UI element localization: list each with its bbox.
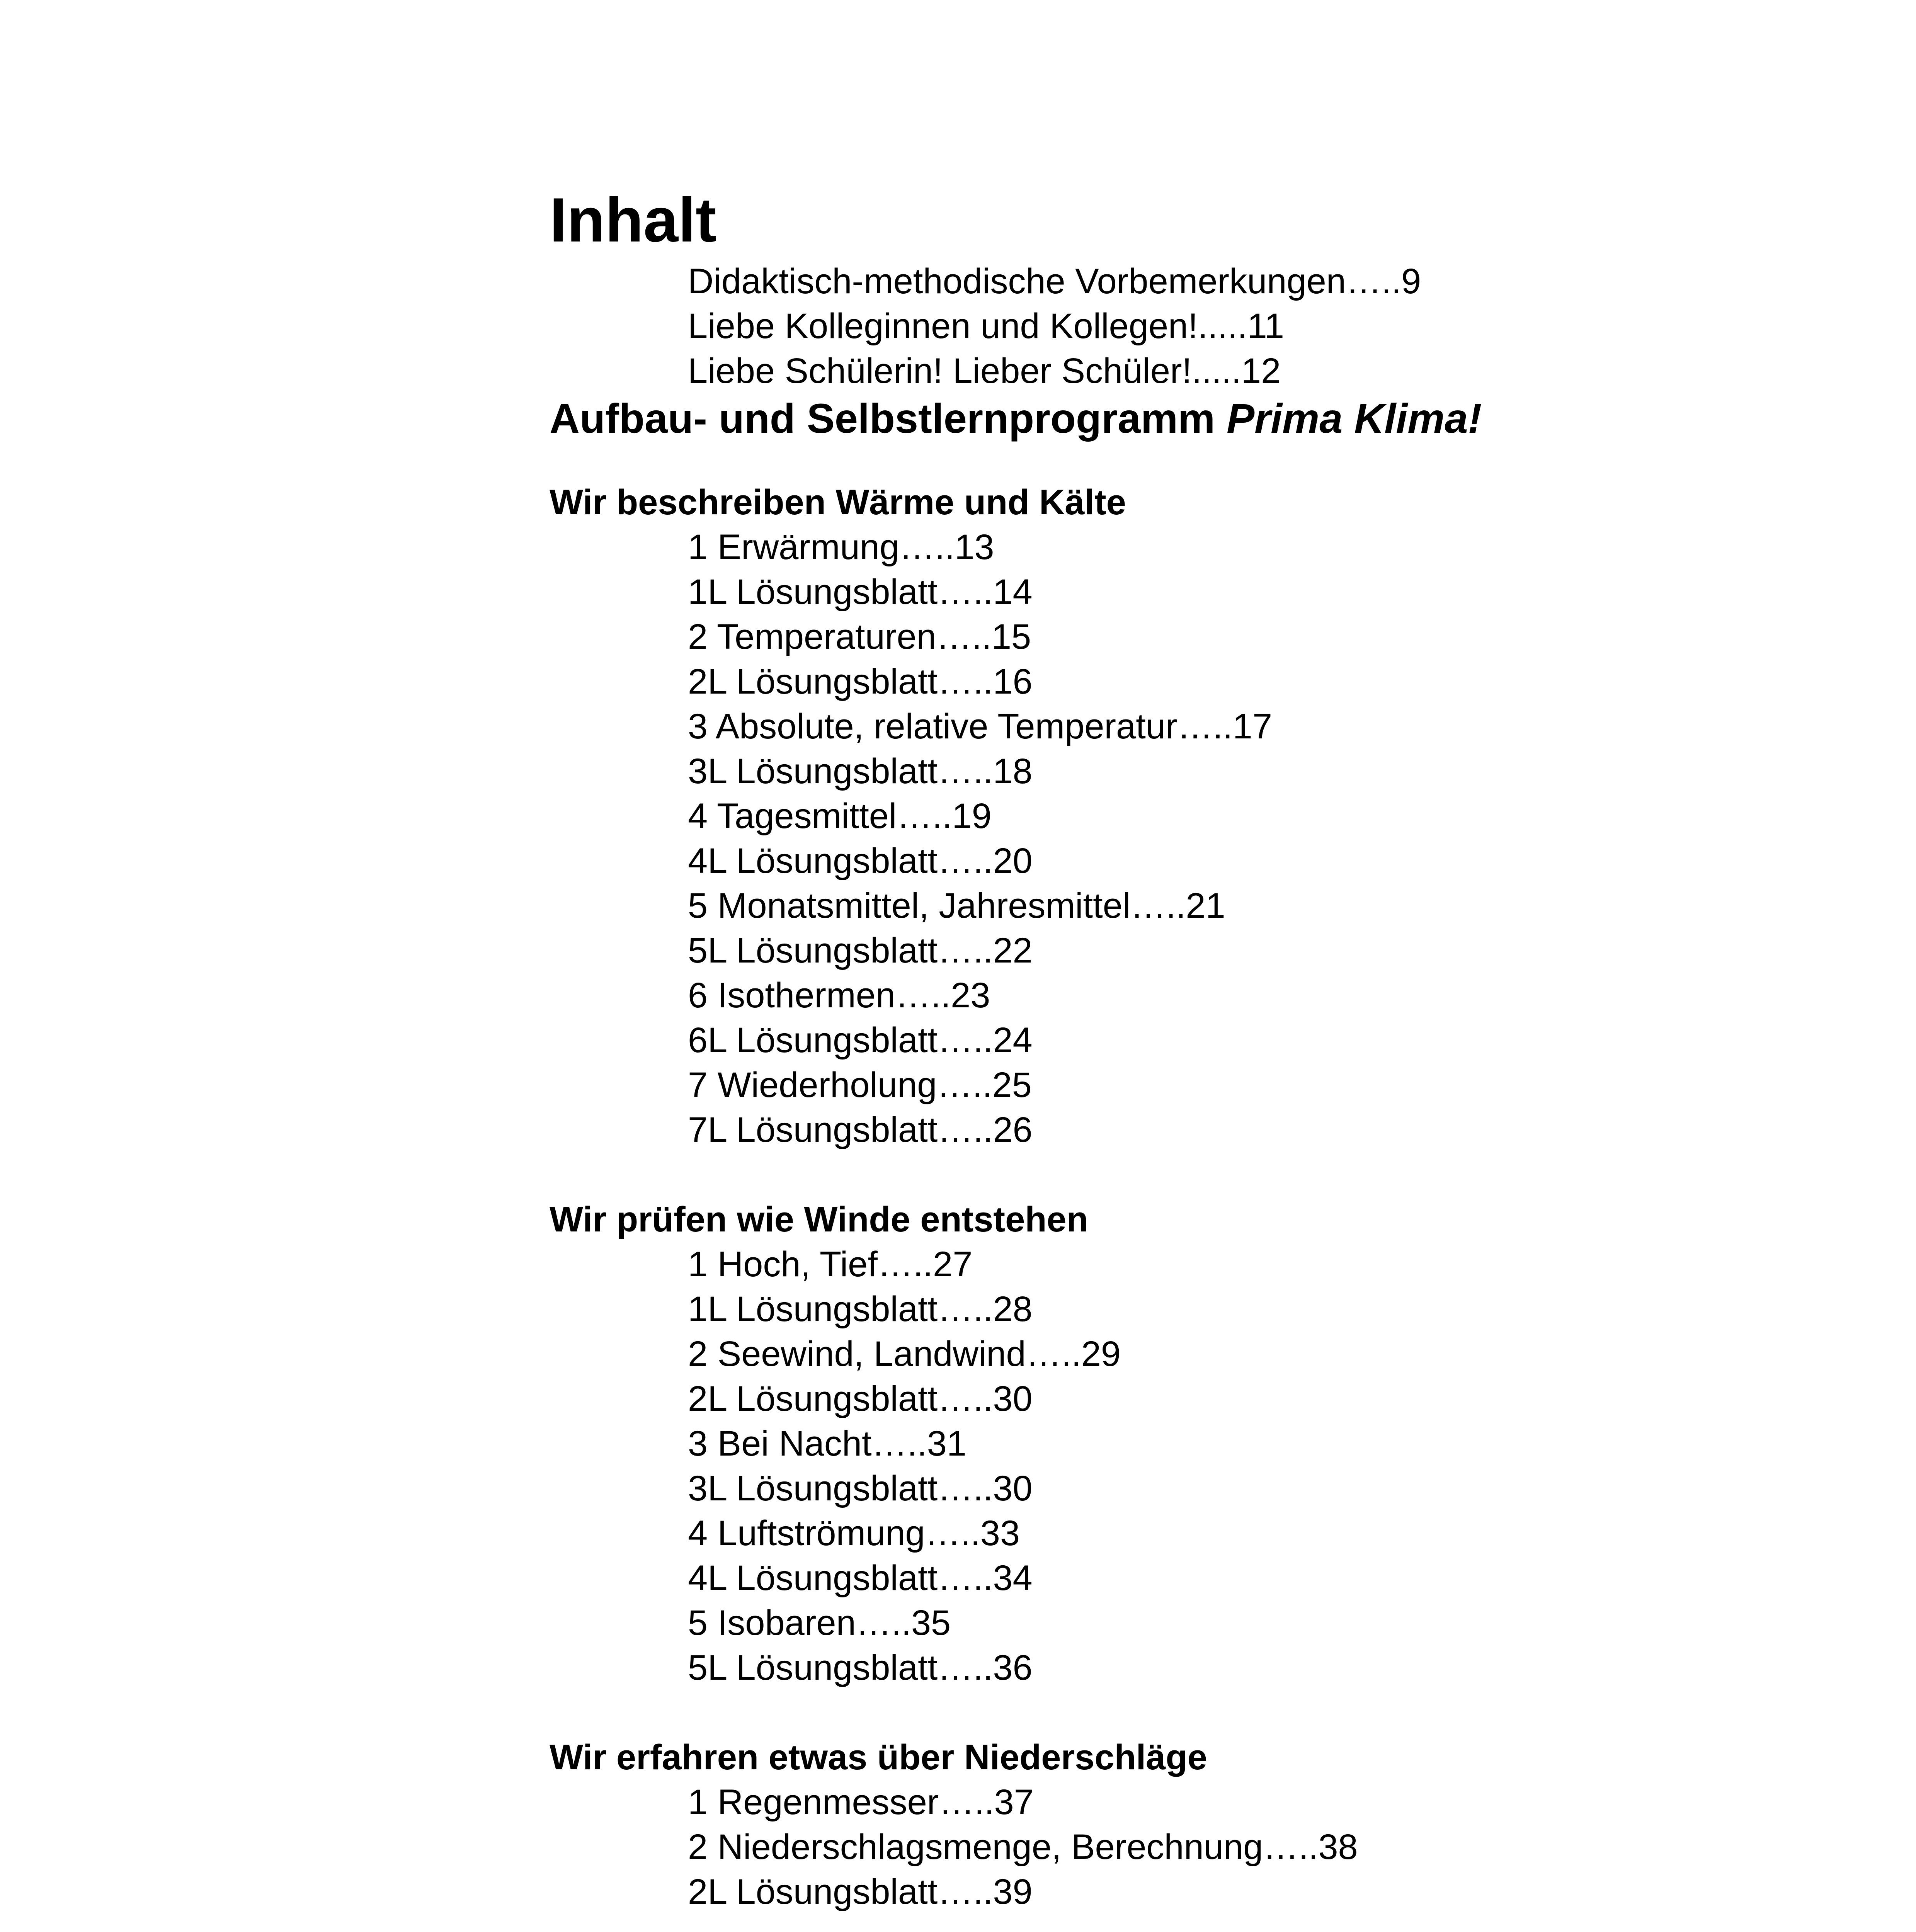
toc-entry: 2L Lösungsblatt…..30 (688, 1379, 1033, 1418)
table-of-contents (550, 182, 1825, 1932)
toc-section (550, 1197, 1825, 1690)
toc-entry: 5L Lösungsblatt…..22 (688, 931, 1033, 970)
toc-entry: 6L Lösungsblatt…..24 (688, 1020, 1033, 1060)
toc-entry: 3 Absolute, relative Temperatur…..17 (688, 707, 1273, 746)
toc-entry: Liebe Schülerin! Lieber Schüler!.....12 (688, 351, 1281, 391)
toc-entry: 2 Seewind, Landwind…..29 (688, 1334, 1121, 1374)
section-heading: Wir beschreiben Wärme und Kälte (550, 483, 1126, 522)
toc-entry: 3 Bei Nacht…..31 (688, 1424, 967, 1463)
toc-entry: 5 Isobaren…..35 (688, 1603, 951, 1643)
toc-entry: 1L Lösungsblatt…..14 (688, 572, 1033, 612)
toc-entry: 3L Lösungsblatt…..18 (688, 752, 1033, 791)
toc-entry: 1L Lösungsblatt…..28 (688, 1289, 1033, 1329)
program-heading (550, 393, 1825, 444)
toc-entry: 1 Hoch, Tief…..27 (688, 1245, 973, 1284)
toc-section (550, 1735, 1825, 1914)
toc-entry: 5L Lösungsblatt…..36 (688, 1648, 1033, 1687)
toc-entry: 4L Lösungsblatt…..34 (688, 1558, 1033, 1598)
toc-entry: Didaktisch-methodische Vorbemerkungen…..9 (688, 262, 1421, 301)
toc-section (550, 480, 1825, 1152)
toc-entry: 4L Lösungsblatt…..20 (688, 841, 1033, 881)
toc-entry: Liebe Kolleginnen und Kollegen!.....11 (688, 306, 1285, 346)
section-heading: Wir prüfen wie Winde entstehen (550, 1200, 1088, 1239)
toc-entry: 6 Isothermen…..23 (688, 976, 990, 1015)
toc-entry: 1 Erwärmung…..13 (688, 527, 994, 567)
page-title: Inhalt (550, 185, 716, 255)
toc-entry: 2 Temperaturen…..15 (688, 617, 1031, 656)
toc-entry: 2L Lösungsblatt…..16 (688, 662, 1033, 701)
toc-entry: 1 Regenmesser…..37 (688, 1782, 1034, 1822)
program-heading-text: Aufbau- und Selbstlernprogramm (550, 395, 1227, 442)
toc-entry: 4 Luftströmung…..33 (688, 1514, 1020, 1553)
program-name: Prima Klima! (1227, 395, 1482, 442)
toc-entry: 7 Wiederholung…..25 (688, 1065, 1032, 1105)
toc-entry: 3L Lösungsblatt…..30 (688, 1469, 1033, 1508)
toc-entry: 4 Tagesmittel…..19 (688, 796, 992, 836)
toc-entry: 2L Lösungsblatt…..39 (688, 1872, 1033, 1912)
toc-entry: 7L Lösungsblatt…..26 (688, 1110, 1033, 1150)
section-heading: Wir erfahren etwas über Niederschläge (550, 1738, 1207, 1777)
toc-entry: 5 Monatsmittel, Jahresmittel…..21 (688, 886, 1225, 925)
toc-entry: 2 Niederschlagsmenge, Berechnung…..38 (688, 1827, 1358, 1867)
